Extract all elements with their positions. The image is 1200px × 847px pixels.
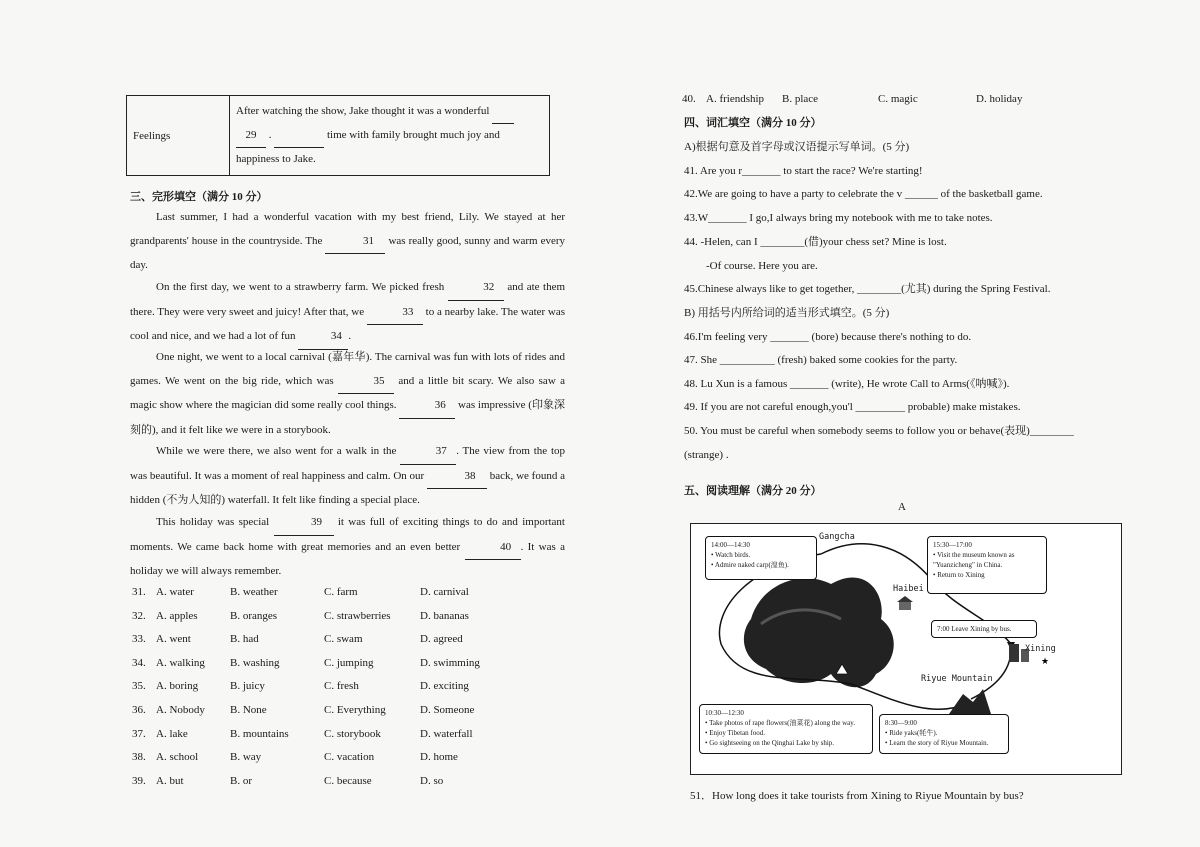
feelings-line2: time with family brought much joy and bbox=[327, 129, 500, 141]
cloze-paragraph-4: While we were there, we also went for a walk in the 37 . The view from the top was beautiful. It was a moment of real happiness and calm. On our 38 back, we found a hidden (不为人知的) waterfall. It felt like finding a special place. bbox=[130, 440, 565, 513]
blank-38[interactable]: 38 bbox=[427, 465, 487, 490]
section5-title: 五、阅读理解（满分 20 分） bbox=[684, 485, 822, 497]
section4-part-a: A)根据句意及首字母或汉语提示写单词。(5 分) bbox=[684, 141, 910, 153]
question-42: 42.We are going to have a party to celebrate the v ______ of the basketball game. bbox=[684, 188, 1043, 200]
option-b-34[interactable]: B. washing bbox=[230, 656, 280, 669]
option-40-d[interactable]: D. holiday bbox=[976, 93, 1023, 105]
option-d-37[interactable]: D. waterfall bbox=[420, 727, 473, 740]
blank-39[interactable]: 39 bbox=[274, 511, 334, 536]
question-45: 45.Chinese always like to get together, ________(尤其) during the Spring Festival. bbox=[684, 283, 1051, 295]
question-49: 49. If you are not careful enough,you'l _________ probable) make mistakes. bbox=[684, 401, 1021, 413]
question-43: 43.W_______ I go,I always bring my notebook with me to take notes. bbox=[684, 212, 993, 224]
blank-28 bbox=[492, 100, 514, 124]
callout-xining: 7:00 Leave Xining by bus. bbox=[931, 620, 1037, 638]
blank-31[interactable]: 31 bbox=[325, 230, 385, 255]
option-c-34[interactable]: C. jumping bbox=[324, 656, 374, 669]
option-num-35: 35. bbox=[132, 680, 146, 693]
option-d-39[interactable]: D. so bbox=[420, 774, 444, 787]
option-b-38[interactable]: B. way bbox=[230, 751, 262, 764]
option-d-33[interactable]: D. agreed bbox=[420, 633, 463, 646]
option-d-34[interactable]: D. swimming bbox=[420, 656, 480, 669]
option-a-35[interactable]: A. boring bbox=[156, 680, 199, 693]
qinghai-lake-shape bbox=[744, 577, 894, 687]
building-roof-icon bbox=[897, 596, 913, 602]
option-num-32: 32. bbox=[132, 609, 146, 622]
question-44: 44. -Helen, can I ________(借)your chess set? Mine is lost. bbox=[684, 236, 947, 248]
feelings-line1: After watching the show, Jake thought it was a wonderful bbox=[236, 105, 490, 117]
question-41: 41. Are you r_______ to start the race? We're starting! bbox=[684, 165, 923, 177]
blank-32[interactable]: 32 bbox=[448, 276, 504, 301]
passage-letter: A bbox=[898, 501, 906, 513]
question-46: 46.I'm feeling very _______ (bore) because there's nothing to do. bbox=[684, 331, 972, 343]
option-c-35[interactable]: C. fresh bbox=[324, 680, 359, 693]
cloze-paragraph-3: One night, we went to a local carnival (嘉年华). The carnival was fun with lots of rides and games. We went on the big ride, which was 35 and a little bit scary. We also saw a magic show where the magician did some really cool things. 36 was impressive (印象深刻的), and it felt like we were in a storybook. bbox=[130, 351, 566, 436]
option-a-34[interactable]: A. walking bbox=[156, 656, 205, 669]
option-b-36[interactable]: B. None bbox=[230, 704, 267, 716]
callout-haibei: 15:30—17:00 • Visit the museum known as "Yuanzicheng" in China. • Return to Xining bbox=[927, 536, 1047, 594]
blank-40[interactable]: 40 bbox=[465, 536, 521, 561]
option-b-31[interactable]: B. weather bbox=[230, 586, 278, 598]
question-47: 47. She __________ (fresh) baked some cookies for the party. bbox=[684, 354, 958, 366]
option-num-40: 40. bbox=[682, 93, 696, 105]
option-a-33[interactable]: A. went bbox=[156, 633, 191, 646]
option-b-39[interactable]: B. or bbox=[230, 774, 252, 787]
option-d-32[interactable]: D. bananas bbox=[420, 609, 469, 622]
left-column bbox=[120, 0, 570, 847]
right-column bbox=[680, 0, 1130, 847]
option-b-35[interactable]: B. juicy bbox=[230, 680, 265, 693]
feelings-table bbox=[126, 95, 550, 176]
option-c-33[interactable]: C. swam bbox=[324, 633, 363, 646]
callout-riyue: 8:30—9:00 • Ride yaks(牦牛). • Learn the story of Riyue Mountain. bbox=[879, 714, 1009, 754]
blank-29[interactable]: 29 bbox=[236, 124, 266, 148]
option-b-33[interactable]: B. had bbox=[230, 633, 259, 646]
place-haibei: Haibei bbox=[893, 584, 924, 594]
option-num-34: 34. bbox=[132, 656, 146, 669]
tour-map bbox=[690, 523, 1122, 775]
option-a-36[interactable]: A. Nobody bbox=[156, 704, 205, 716]
option-num-31: 31. bbox=[132, 586, 146, 598]
question-51: 51．How long does it take tourists from Xining to Riyue Mountain by bus? bbox=[690, 790, 1024, 802]
option-num-36: 36. bbox=[132, 704, 146, 716]
option-num-38: 38. bbox=[132, 751, 146, 764]
option-num-37: 37. bbox=[132, 727, 146, 740]
option-c-31[interactable]: C. farm bbox=[324, 586, 358, 598]
option-40-c[interactable]: C. magic bbox=[878, 93, 918, 105]
star-icon: ★ bbox=[1041, 656, 1050, 666]
callout-lake: 10:30—12:30 • Take photos of rape flowers(油菜花) along the way. • Enjoy Tibetan food. • Go sightseeing on the Qinghai Lake by ship. bbox=[699, 704, 873, 754]
building-icon bbox=[899, 602, 911, 610]
blank-36[interactable]: 36 bbox=[399, 394, 455, 419]
place-riyue-mountain: Riyue Mountain bbox=[921, 674, 993, 684]
option-d-31[interactable]: D. carnival bbox=[420, 586, 469, 598]
cloze-paragraph-5: This holiday was special 39 it was full of exciting things to do and important moments. We came back home with great memories and an even better 40 . It was a holiday we will always remember. bbox=[130, 511, 565, 584]
blank-29-b bbox=[274, 124, 324, 148]
cloze-paragraph-1: Last summer, I had a wonderful vacation with my best friend, Lily. We stayed at her grandparents' house in the countryside. The 31 was really good, sunny and warm every day. bbox=[130, 211, 566, 271]
option-a-39[interactable]: A. but bbox=[156, 774, 184, 787]
option-c-32[interactable]: C. strawberries bbox=[324, 609, 391, 622]
place-xining: Xining bbox=[1025, 644, 1056, 654]
mountain-icon bbox=[949, 689, 991, 714]
place-gangcha: Gangcha bbox=[819, 532, 855, 542]
option-num-39: 39. bbox=[132, 774, 146, 787]
question-50: 50. You must be careful when somebody seems to follow you or behave(表现)________ bbox=[684, 425, 1074, 437]
feelings-line3: happiness to Jake. bbox=[236, 153, 316, 165]
option-a-32[interactable]: A. apples bbox=[156, 609, 198, 622]
option-c-36[interactable]: C. Everything bbox=[324, 704, 386, 716]
blank-34[interactable]: 34 bbox=[298, 325, 348, 350]
option-d-38[interactable]: D. home bbox=[420, 751, 458, 764]
question-44-reply: -Of course. Here you are. bbox=[706, 260, 818, 272]
option-40-a[interactable]: A. friendship bbox=[706, 93, 765, 105]
cloze-paragraph-2: On the first day, we went to a strawberry farm. We picked fresh 32 and ate them there. They were very sweet and juicy! After that, we 33 to a nearby lake. The water was cool and nice, and we had a lot of fun 34 . bbox=[130, 276, 565, 350]
option-c-39[interactable]: C. because bbox=[324, 774, 372, 787]
option-b-37[interactable]: B. mountains bbox=[230, 727, 289, 740]
option-c-37[interactable]: C. storybook bbox=[324, 727, 381, 740]
option-a-38[interactable]: A. school bbox=[156, 751, 199, 764]
callout-gangcha: 14:00—14:30 • Watch birds. • Admire naked carp(湟鱼). bbox=[705, 536, 817, 580]
option-a-37[interactable]: A. lake bbox=[156, 727, 188, 740]
blank-33[interactable]: 33 bbox=[367, 301, 423, 326]
option-d-36[interactable]: D. Someone bbox=[420, 704, 475, 716]
blank-35[interactable]: 35 bbox=[338, 370, 394, 395]
option-40-b[interactable]: B. place bbox=[782, 93, 819, 105]
option-c-38[interactable]: C. vacation bbox=[324, 751, 375, 764]
question-50-cont: (strange) . bbox=[684, 449, 729, 461]
blank-37[interactable]: 37 bbox=[400, 440, 456, 465]
option-num-33: 33. bbox=[132, 633, 146, 646]
option-a-31[interactable]: A. water bbox=[156, 586, 194, 598]
question-48: 48. Lu Xun is a famous _______ (write), He wrote Call to Arms(《呐喊》). bbox=[684, 378, 1010, 390]
option-b-32[interactable]: B. oranges bbox=[230, 609, 278, 622]
city-icon bbox=[1009, 644, 1019, 662]
feelings-label: Feelings bbox=[127, 96, 230, 176]
option-d-35[interactable]: D. exciting bbox=[420, 680, 469, 693]
feelings-content: After watching the show, Jake thought it was a wonderful 29 . time with family brought much joy and happiness to Jake. bbox=[230, 96, 550, 176]
section4-part-b: B) 用括号内所给词的适当形式填空。(5 分) bbox=[684, 307, 890, 319]
section4-title: 四、词汇填空（满分 10 分） bbox=[684, 117, 822, 129]
section3-title: 三、完形填空（满分 10 分） bbox=[130, 191, 268, 203]
